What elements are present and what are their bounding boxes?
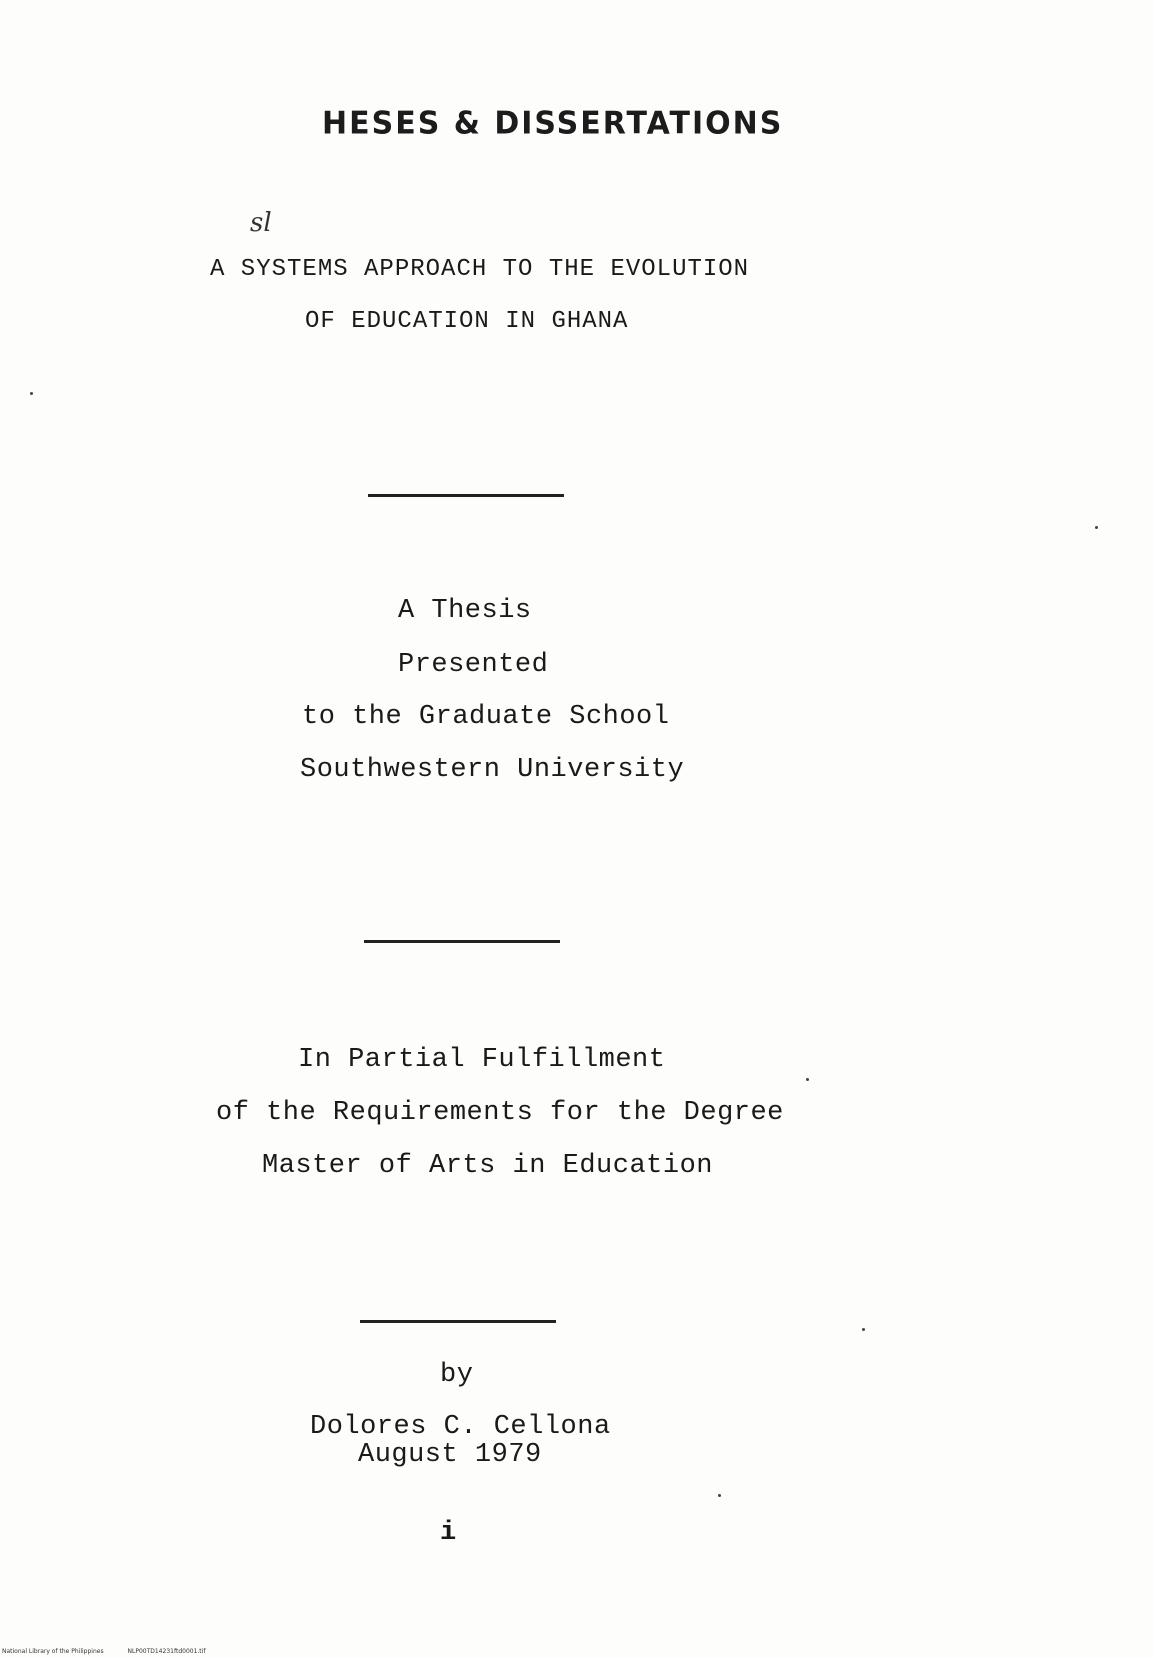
divider-rule-3 [360, 1320, 556, 1323]
page-number: i [440, 1518, 457, 1548]
title-line-1: A SYSTEMS APPROACH TO THE EVOLUTION [210, 256, 750, 283]
scan-footer [2, 1648, 227, 1655]
scan-speck [806, 1078, 809, 1081]
scan-speck [718, 1494, 721, 1497]
author-name: Dolores C. Cellona [310, 1412, 611, 1442]
footer-file: NLP00TD14231ftd0001.tif [127, 1648, 206, 1655]
graduate-school-line: to the Graduate School [302, 702, 670, 732]
title-line-2: OF EDUCATION IN GHANA [305, 308, 629, 335]
divider-rule-1 [368, 494, 564, 497]
theses-dissertations-stamp: HESES & DISSERTATIONS [322, 105, 784, 142]
divider-rule-2 [364, 940, 560, 943]
footer-library: National Library of the Philippines [2, 1648, 104, 1655]
degree-line: Master of Arts in Education [262, 1151, 713, 1181]
scan-speck [862, 1328, 865, 1331]
scan-speck [1095, 526, 1098, 529]
fulfillment-line-2: of the Requirements for the Degree [216, 1098, 784, 1128]
thesis-label: A Thesis [398, 596, 532, 626]
presented-label: Presented [398, 650, 549, 680]
university-line: Southwestern University [300, 755, 685, 785]
thesis-date: August 1979 [358, 1440, 542, 1470]
scan-speck [30, 392, 33, 395]
by-label: by [440, 1360, 474, 1390]
fulfillment-line-1: In Partial Fulfillment [298, 1045, 666, 1075]
handwritten-mark: sl [250, 208, 272, 238]
